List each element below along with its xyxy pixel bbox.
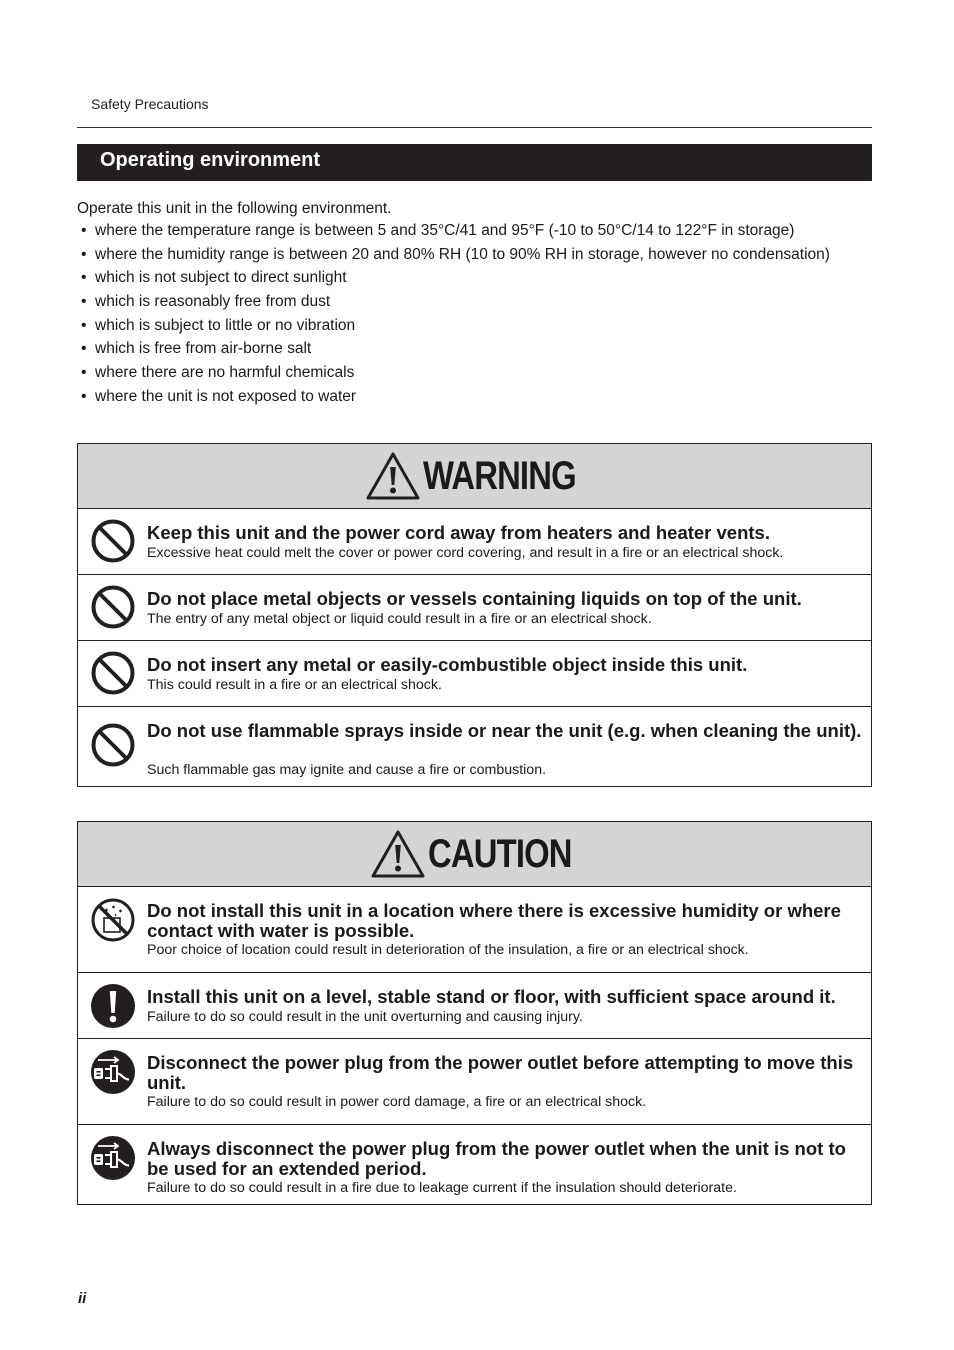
caution-item-title: Always disconnect the power plug from the power outlet when the unit is not to be used for an extended period. <box>147 1138 846 1179</box>
warning-box <box>77 443 872 787</box>
warning-heading-text: WARNING <box>422 453 576 498</box>
intro-text: Operate this unit in the following environment. <box>77 200 392 217</box>
warning-item <box>78 575 871 641</box>
header-rule <box>77 127 872 128</box>
list-item: • where the unit is not exposed to water <box>81 387 357 405</box>
prohibition-icon <box>90 650 136 696</box>
list-item: • where the temperature range is between 5 and 35°C/41 and 95°F (-10 to 50°C/14 to 122°F in storage) <box>81 222 795 239</box>
caution-item-desc: Failure to do so could result in power cord damage, a fire or an electrical shock. <box>147 1094 647 1110</box>
list-item: • which is not subject to direct sunlight <box>81 269 347 287</box>
caution-triangle-icon <box>370 829 426 879</box>
warning-item-desc: Excessive heat could melt the cover or power cord covering, and result in a fire or an electrical shock. <box>147 545 784 561</box>
caution-item-desc: Failure to do so could result in the unit overturning and causing injury. <box>147 1009 583 1025</box>
no-water-icon <box>90 897 136 943</box>
bullet: • <box>81 245 87 263</box>
bullet: • <box>81 293 87 311</box>
warning-item-desc: The entry of any metal object or liquid could result in a fire or an electrical shock. <box>147 611 652 627</box>
section-heading <box>77 144 872 181</box>
list-item: • which is free from air-borne salt <box>81 340 312 358</box>
list-item: • where there are no harmful chemicals <box>81 364 355 382</box>
warning-item-title: Do not insert any metal or easily-combustible object inside this unit. <box>147 654 748 675</box>
page-number: ii <box>78 1290 87 1307</box>
prohibition-icon <box>90 584 136 630</box>
list-item: • where the humidity range is between 20 and 80% RH (10 to 90% RH in storage, however no condensation) <box>81 245 830 263</box>
caution-item <box>78 1125 871 1205</box>
bullet: • <box>81 340 87 358</box>
caution-box <box>77 821 872 1205</box>
caution-item-desc: Failure to do so could result in a fire due to leakage current if the insulation should deteriorate. <box>147 1180 737 1196</box>
warning-item <box>78 641 871 707</box>
warning-item-title: Keep this unit and the power cord away from heaters and heater vents. <box>147 522 770 543</box>
prohibition-icon <box>90 722 136 768</box>
unplug-icon <box>90 1135 136 1181</box>
warning-item-desc: This could result in a fire or an electrical shock. <box>147 677 442 693</box>
section-title: Operating environment <box>100 149 321 171</box>
caution-heading-text: CAUTION <box>428 831 573 876</box>
caution-item-title: Disconnect the power plug from the power outlet before attempting to move this unit. <box>147 1052 854 1093</box>
caution-item <box>78 887 871 973</box>
warning-item-title: Do not place metal objects or vessels containing liquids on top of the unit. <box>147 588 802 609</box>
warning-heading <box>78 444 871 509</box>
running-header: Safety Precautions <box>91 96 209 112</box>
warning-item-title: Do not use flammable sprays inside or near the unit (e.g. when cleaning the unit). <box>147 720 862 741</box>
bullet: • <box>81 269 87 287</box>
unplug-icon <box>90 1049 136 1095</box>
caution-item-desc: Poor choice of location could result in deterioration of the insulation, a fire or an electrical shock. <box>147 942 749 958</box>
bullet: • <box>81 364 87 382</box>
list-item: • which is subject to little or no vibration <box>81 316 356 334</box>
caution-item <box>78 973 871 1039</box>
prohibition-icon <box>90 518 136 564</box>
warning-item <box>78 707 871 787</box>
bullet: • <box>81 222 87 239</box>
warning-triangle-icon <box>365 451 421 501</box>
caution-item-title: Install this unit on a level, stable stand or floor, with sufficient space around it. <box>147 986 836 1007</box>
exclamation-icon <box>90 983 136 1029</box>
environment-list <box>77 221 830 411</box>
list-item: • which is reasonably free from dust <box>81 293 331 311</box>
warning-item-desc: Such flammable gas may ignite and cause a fire or combustion. <box>147 762 547 778</box>
caution-item <box>78 1039 871 1125</box>
caution-item-title: Do not install this unit in a location where there is excessive humidity or where contact with water is possible. <box>147 900 841 941</box>
bullet: • <box>81 387 87 405</box>
caution-heading <box>78 822 871 887</box>
bullet: • <box>81 316 87 334</box>
warning-item <box>78 509 871 575</box>
